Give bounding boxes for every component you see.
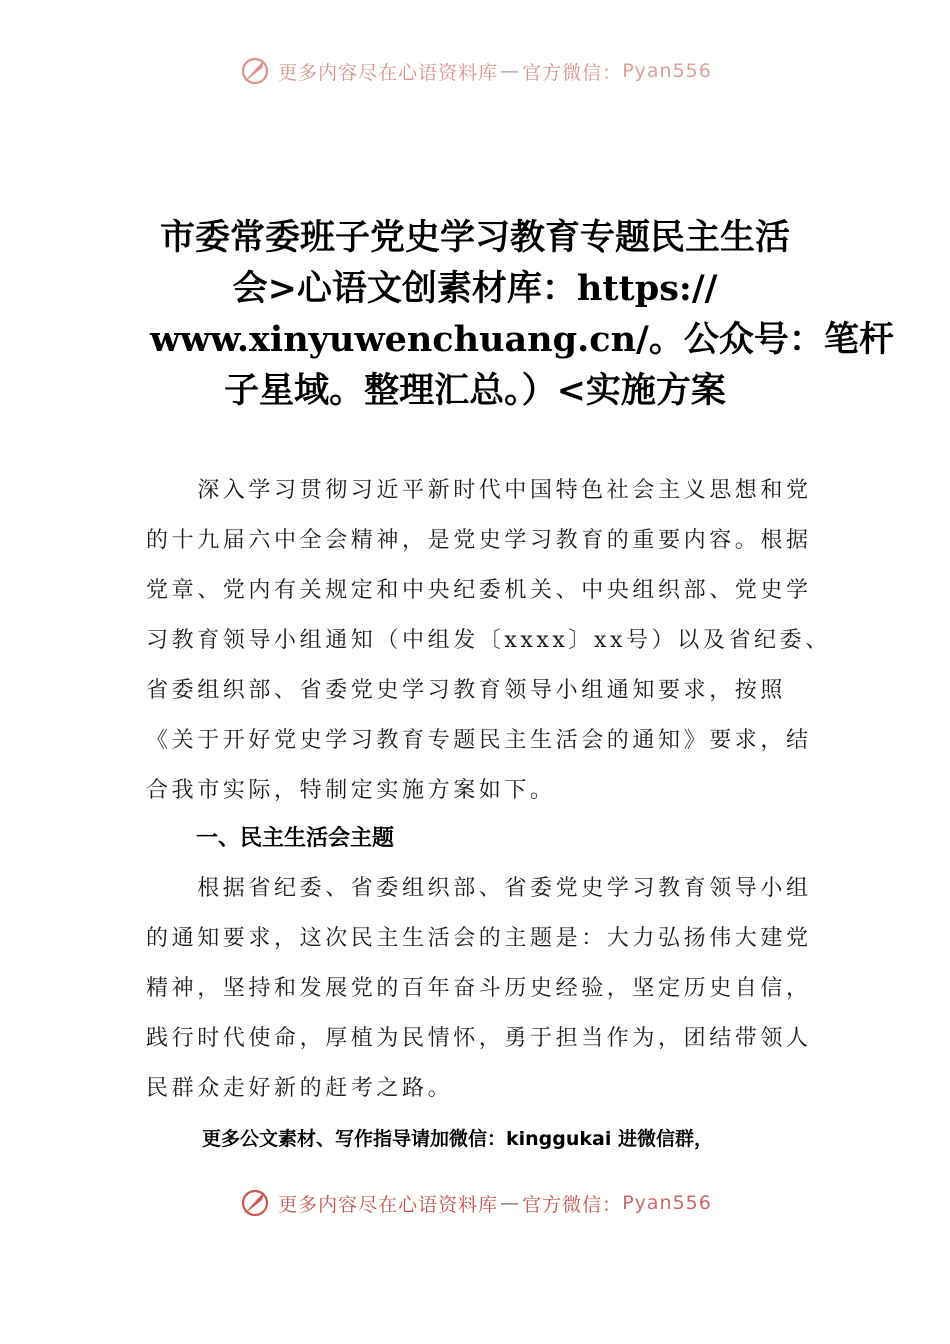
paragraph-line: 践行时代使命，厚植为民情怀，勇于担当作为，团结带领人 [146,1026,812,1051]
quill-logo-icon [238,1186,272,1220]
paragraph-line: 深入学习贯彻习近平新时代中国特色社会主义思想和党 [146,478,812,503]
watermark-wechat-label: 官方微信： [522,1193,623,1216]
watermark-wechat-label: 官方微信： [522,61,623,84]
footer-watermark [0,1186,950,1220]
title-line: www.xinyuwenchuang.cn/。公众号：笔杆 [150,319,894,360]
paragraph-line: 《关于开好党史学习教育专题民主生活会的通知》要求，结 [146,728,812,753]
paragraph-line: 的通知要求，这次民主生活会的主题是：大力弘扬伟大建党 [146,926,812,951]
watermark-wechat-id: Pyan556 [622,60,712,82]
promo-line: 更多公文素材、写作指导请加微信：kinggukai 进微信群， [202,1128,713,1150]
title-line: 市委常委班子党史学习教育专题民主生活 [159,217,790,258]
title-line: 子星域。整理汇总。）<实施方案 [224,370,726,411]
watermark-separator: — [500,1192,521,1214]
watermark-text: 更多内容尽在心语资料库 [278,1193,499,1216]
document-title [150,212,894,416]
title-line: 会>心语文创素材库：https:// [232,268,718,309]
paragraph-line: 的十九届六中全会精神，是党史学习教育的重要内容。根据 [146,528,812,553]
paragraph-line: 民群众走好新的赶考之路。 [146,1076,454,1101]
watermark-text: 更多内容尽在心语资料库 [278,61,499,84]
theme-paragraph [146,864,814,1114]
intro-paragraph [146,466,831,816]
paragraph-line: 合我市实际，特制定实施方案如下。 [146,778,556,803]
watermark-separator: — [500,60,521,82]
quill-logo-icon [238,54,272,88]
paragraph-line: 根据省纪委、省委组织部、省委党史学习教育领导小组 [146,876,812,901]
paragraph-line: 党章、党内有关规定和中央纪委机关、中央组织部、党史学 [146,578,812,603]
section-heading: 一、民主生活会主题 [196,826,395,851]
header-watermark [0,54,950,88]
watermark-wechat-id: Pyan556 [622,1192,712,1214]
paragraph-line: 精神，坚持和发展党的百年奋斗历史经验，坚定历史自信， [146,976,812,1001]
paragraph-line: 习教育领导小组通知（中组发〔xxxx〕xx号）以及省纪委、 [146,628,831,653]
paragraph-line: 省委组织部、省委党史学习教育领导小组通知要求，按照 [146,678,787,703]
